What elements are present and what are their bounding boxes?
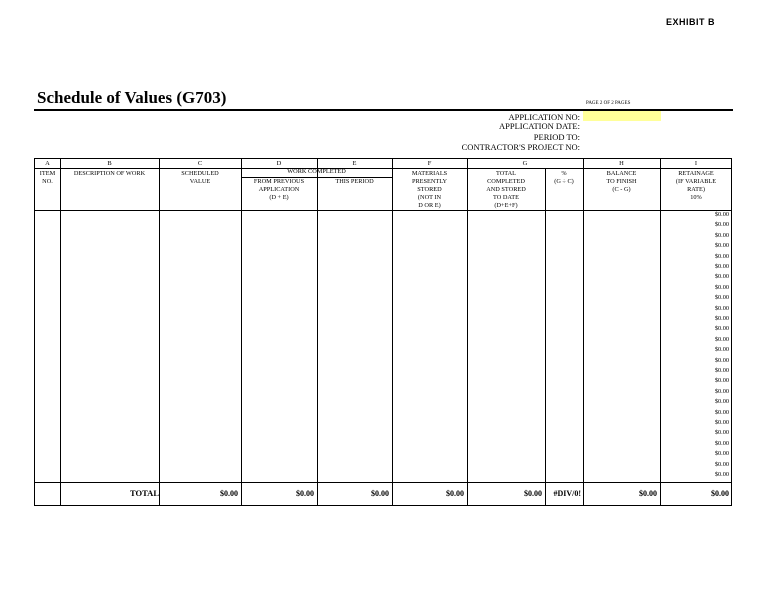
retainage-value: $0.00 — [714, 263, 729, 270]
retainage-value: $0.00 — [714, 356, 729, 364]
retainage-value: $0.00 — [714, 387, 729, 395]
col-letter-i: I — [694, 160, 698, 167]
retainage-value: $0.00 — [714, 460, 729, 468]
total-materials-stored: $0.00 — [446, 489, 464, 498]
total-balance: $0.00 — [639, 489, 657, 498]
retainage-value: $0.00 — [714, 439, 729, 447]
retainage-value: $0.00 — [714, 315, 729, 322]
exhibit-label: EXHIBIT B — [666, 17, 716, 27]
retainage-value: $0.00 — [714, 211, 729, 218]
col-divider-d — [317, 159, 318, 506]
application-no-input[interactable] — [583, 111, 661, 121]
retainage-value: $0.00 — [714, 367, 729, 374]
application-date-label: APPLICATION DATE: — [499, 121, 580, 131]
col-divider-a — [60, 159, 61, 506]
retainage-value: $0.00 — [714, 429, 729, 437]
work-completed-heading: WORK COMPLETED — [287, 168, 346, 175]
application-no-label: APPLICATION NO: — [508, 112, 580, 122]
retainage-value: $0.00 — [714, 471, 729, 478]
retainage-value: $0.00 — [714, 335, 729, 343]
contractor-project-no-label: CONTRACTOR'S PROJECT NO: — [461, 142, 580, 152]
retainage-value: $0.00 — [714, 377, 729, 385]
col-letter-f: F — [427, 160, 432, 167]
total-from-previous: $0.00 — [296, 489, 314, 498]
retainage-value: $0.00 — [714, 242, 729, 250]
col-letter-a: A — [45, 160, 50, 167]
retainage-value: $0.00 — [714, 419, 729, 426]
retainage-value: $0.00 — [714, 294, 729, 302]
page-title: Schedule of Values (G703) — [37, 88, 227, 107]
col-heading-total-completed: TOTAL COMPLETED AND STORED TO DATE (D+E+F) — [486, 170, 526, 209]
retainage-value: $0.00 — [714, 408, 729, 416]
retainage-value: $0.00 — [714, 304, 729, 312]
col-letter-b: B — [107, 160, 112, 167]
col-divider-b — [159, 159, 160, 506]
col-heading-percent: % (G ÷ C) — [554, 170, 574, 185]
total-completed: $0.00 — [524, 489, 542, 498]
retainage-value: $0.00 — [714, 450, 729, 458]
total-retainage: $0.00 — [711, 489, 729, 498]
col-divider-e — [392, 159, 393, 506]
col-divider-f — [467, 159, 468, 506]
col-divider-g — [545, 168, 546, 506]
col-letter-g: G — [522, 160, 528, 167]
retainage-value: $0.00 — [714, 283, 729, 291]
retainage-value: $0.00 — [714, 346, 729, 354]
col-heading-retainage: RETAINAGE (IF VARIABLE RATE) 10% — [675, 170, 717, 201]
total-label: TOTAL — [130, 488, 159, 498]
col-letter-e: E — [352, 160, 357, 167]
header-divider — [35, 210, 732, 211]
total-this-period: $0.00 — [371, 489, 389, 498]
col-divider-c — [241, 159, 242, 506]
col-heading-from-previous: FROM PREVIOUS APPLICATION (D + E) — [253, 178, 305, 201]
col-divider-pct — [583, 159, 584, 506]
retainage-value: $0.00 — [714, 221, 729, 229]
retainage-value: $0.00 — [714, 325, 729, 333]
page-info: PAGE 2 OF 2 PAGES — [586, 101, 631, 106]
col-heading-this-period: THIS PERIOD — [335, 178, 374, 185]
schedule-table — [34, 158, 732, 506]
col-letter-d: D — [276, 160, 282, 167]
total-scheduled-value: $0.00 — [220, 489, 238, 498]
total-percent: #DIV/0! — [553, 489, 581, 498]
col-heading-materials-stored: MATERIALS PRESENTLY STORED (NOT IN D OR E) — [411, 170, 448, 209]
period-to-label: PERIOD TO: — [533, 132, 580, 142]
col-heading-balance: BALANCE TO FINISH (C - G) — [606, 170, 637, 193]
retainage-value: $0.00 — [714, 398, 729, 406]
col-letter-h: H — [619, 160, 624, 167]
retainage-value: $0.00 — [714, 273, 729, 281]
col-heading-item-no: ITEM NO. — [39, 170, 56, 185]
retainage-value: $0.00 — [714, 231, 729, 239]
col-heading-description: DESCRIPTION OF WORK — [73, 170, 146, 177]
col-letter-c: C — [197, 160, 203, 167]
total-row-divider — [35, 482, 732, 483]
retainage-value: $0.00 — [714, 252, 729, 260]
col-heading-scheduled-value: SCHEDULED VALUE — [181, 170, 219, 185]
